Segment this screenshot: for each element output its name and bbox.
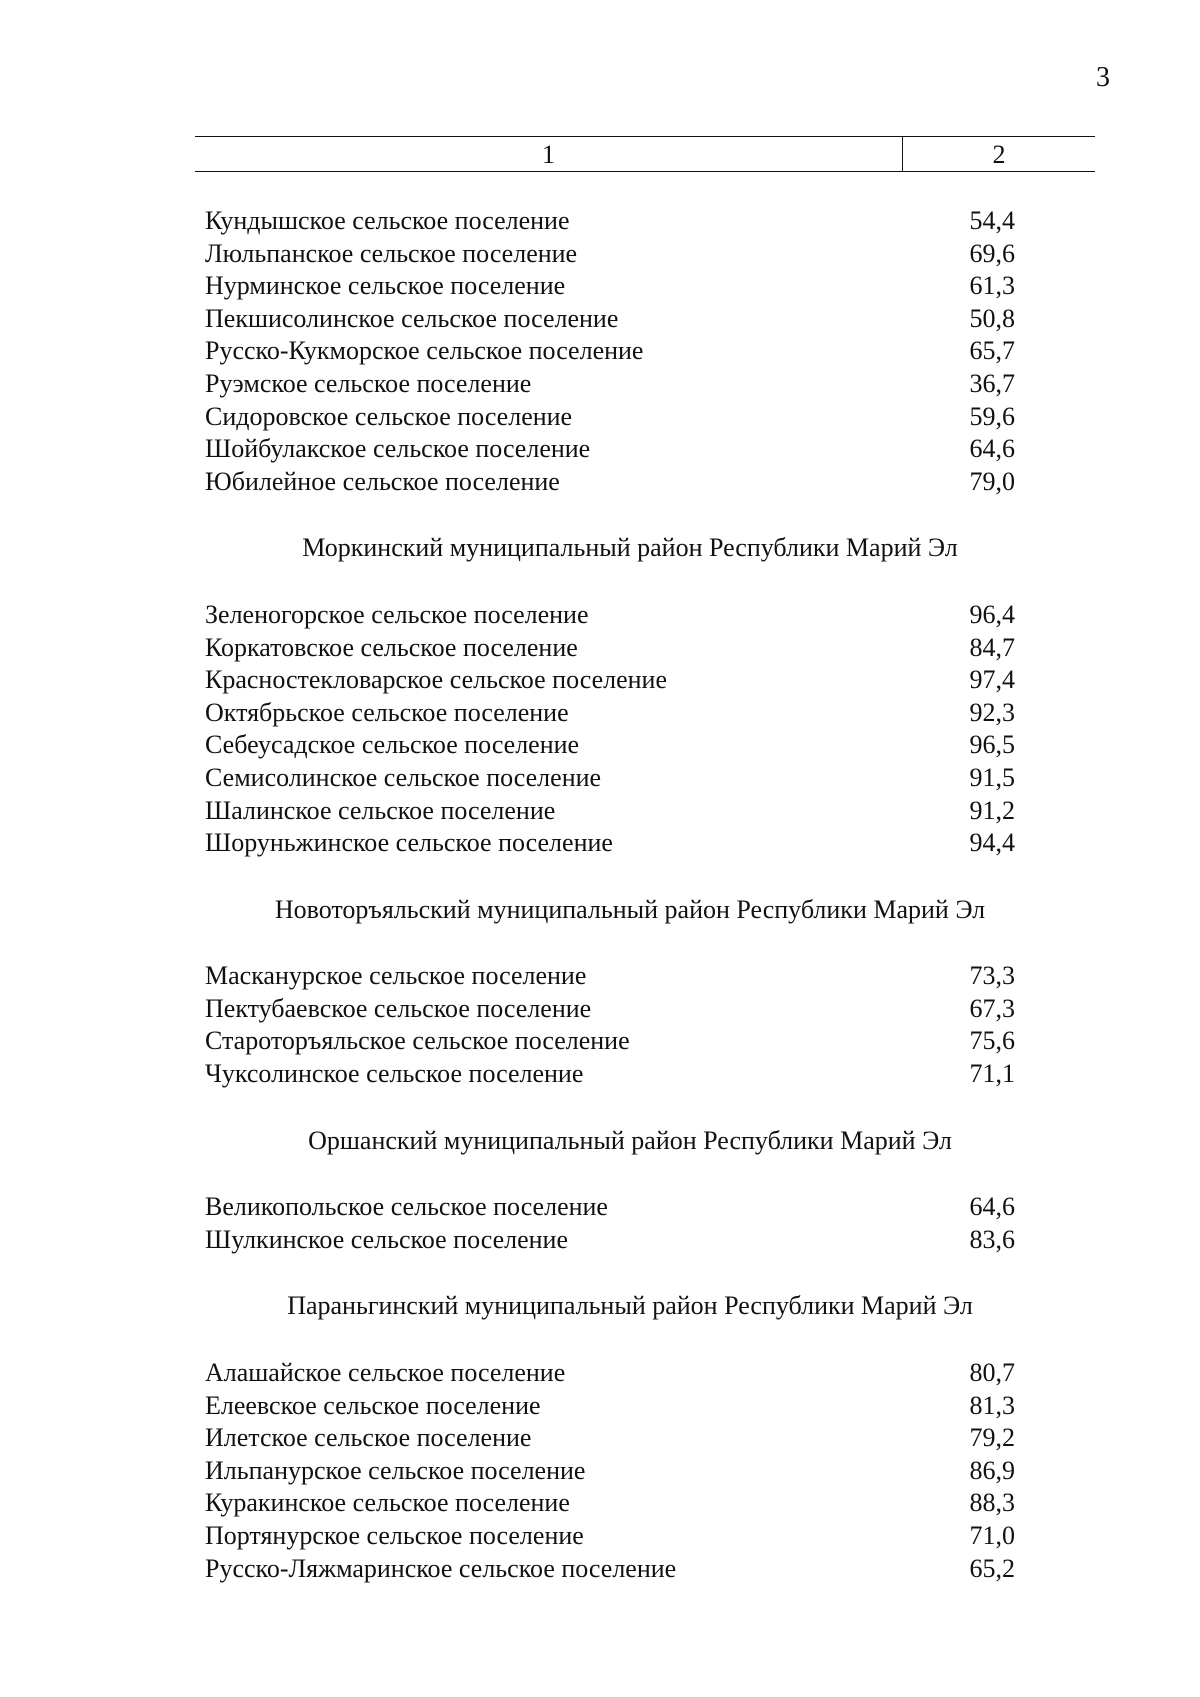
settlement-name: Русско-Ляжмаринское сельское поселение bbox=[205, 1553, 677, 1583]
settlement-name: Октябрьское сельское поселение bbox=[205, 697, 569, 727]
settlement-value: 86,9 bbox=[969, 1455, 1015, 1485]
settlement-row bbox=[205, 1553, 1015, 1586]
settlement-value: 67,3 bbox=[969, 993, 1015, 1023]
settlement-row bbox=[205, 599, 1015, 632]
settlement-name: Елеевское сельское поселение bbox=[205, 1390, 541, 1420]
settlement-value: 96,4 bbox=[969, 599, 1015, 629]
settlement-name: Староторъяльское сельское поселение bbox=[205, 1026, 630, 1056]
settlement-value: 94,4 bbox=[969, 828, 1015, 858]
settlement-row bbox=[205, 1520, 1015, 1553]
settlement-list bbox=[205, 205, 1015, 1585]
district-heading: Новоторъяльский муниципальный район Республики Марий Эл bbox=[274, 894, 986, 924]
settlement-row bbox=[205, 762, 1015, 795]
settlement-value: 83,6 bbox=[969, 1224, 1015, 1254]
settlement-value: 88,3 bbox=[969, 1488, 1015, 1518]
settlement-row bbox=[205, 433, 1015, 466]
settlement-value: 97,4 bbox=[969, 665, 1015, 695]
settlement-value: 79,0 bbox=[969, 466, 1015, 496]
settlement-name: Зеленогорское сельское поселение bbox=[205, 599, 589, 629]
settlement-value: 91,5 bbox=[969, 762, 1015, 792]
settlement-name: Шулкинское сельское поселение bbox=[205, 1224, 569, 1254]
settlement-value: 64,6 bbox=[969, 1192, 1015, 1222]
settlement-name: Юбилейное сельское поселение bbox=[205, 466, 560, 496]
settlement-name: Куракинское сельское поселение bbox=[205, 1488, 570, 1518]
settlement-value: 75,6 bbox=[969, 1026, 1015, 1056]
settlement-name: Красностекловарское сельское поселение bbox=[205, 665, 667, 695]
settlement-row bbox=[205, 632, 1015, 665]
settlement-name: Шоруньжинское сельское поселение bbox=[205, 828, 613, 858]
settlement-name: Пекшисолинское сельское поселение bbox=[205, 303, 619, 333]
settlement-value: 81,3 bbox=[969, 1390, 1015, 1420]
settlement-row bbox=[205, 1191, 1015, 1224]
settlement-row bbox=[205, 238, 1015, 271]
settlement-name: Масканурское сельское поселение bbox=[205, 961, 587, 991]
settlement-row bbox=[205, 664, 1015, 697]
settlement-name: Себеусадское сельское поселение bbox=[205, 730, 580, 760]
table-header-col-1: 1 bbox=[195, 137, 903, 171]
settlement-row bbox=[205, 335, 1015, 368]
settlement-value: 65,2 bbox=[969, 1553, 1015, 1583]
settlement-row bbox=[205, 1058, 1015, 1091]
settlement-row bbox=[205, 729, 1015, 762]
settlement-name: Пектубаевское сельское поселение bbox=[205, 993, 592, 1023]
settlement-row bbox=[205, 1357, 1015, 1390]
settlement-row bbox=[205, 368, 1015, 401]
settlement-row bbox=[205, 401, 1015, 434]
settlement-row bbox=[205, 1025, 1015, 1058]
table-header bbox=[195, 136, 1095, 172]
settlement-row bbox=[205, 270, 1015, 303]
settlement-row bbox=[205, 1455, 1015, 1488]
settlement-row bbox=[205, 466, 1015, 499]
settlement-value: 84,7 bbox=[969, 632, 1015, 662]
settlement-value: 91,2 bbox=[969, 795, 1015, 825]
settlement-value: 73,3 bbox=[969, 961, 1015, 991]
settlement-name: Илетское сельское поселение bbox=[205, 1423, 532, 1453]
settlement-row bbox=[205, 960, 1015, 993]
settlement-value: 92,3 bbox=[969, 697, 1015, 727]
settlement-name: Великопольское сельское поселение bbox=[205, 1192, 608, 1222]
settlement-name: Коркатовское сельское поселение bbox=[205, 632, 578, 662]
settlement-value: 64,6 bbox=[969, 434, 1015, 464]
settlement-name: Чуксолинское сельское поселение bbox=[205, 1059, 584, 1089]
settlement-name: Алашайское сельское поселение bbox=[205, 1358, 566, 1388]
settlement-name: Руэмское сельское поселение bbox=[205, 368, 532, 398]
settlement-name: Сидоровское сельское поселение bbox=[205, 401, 573, 431]
settlement-row bbox=[205, 795, 1015, 828]
settlement-value: 96,5 bbox=[969, 730, 1015, 760]
settlement-value: 80,7 bbox=[969, 1358, 1015, 1388]
settlement-value: 54,4 bbox=[969, 206, 1015, 235]
settlement-row bbox=[205, 993, 1015, 1026]
district-heading: Параньгинский муниципальный район Республики Марий Эл bbox=[287, 1291, 973, 1321]
settlement-row bbox=[205, 1422, 1015, 1455]
settlement-value: 71,1 bbox=[969, 1059, 1015, 1089]
settlement-name: Портянурское сельское поселение bbox=[205, 1521, 584, 1550]
settlement-name: Нурминское сельское поселение bbox=[205, 271, 566, 301]
settlement-value: 71,0 bbox=[969, 1521, 1015, 1550]
settlement-row bbox=[205, 1487, 1015, 1520]
settlement-row bbox=[205, 1390, 1015, 1423]
district-heading: Моркинский муниципальный район Республики Марий Эл bbox=[302, 533, 958, 563]
settlement-row bbox=[205, 1224, 1015, 1257]
settlement-name: Русско-Кукморское сельское поселение bbox=[205, 336, 644, 366]
table-header-col-2: 2 bbox=[992, 140, 1006, 169]
settlement-name: Шалинское сельское поселение bbox=[205, 795, 556, 825]
settlement-name: Люльпанское сельское поселение bbox=[205, 238, 578, 268]
settlement-name: Семисолинское сельское поселение bbox=[205, 762, 602, 792]
settlement-row bbox=[205, 697, 1015, 730]
page-number: 3 bbox=[1096, 62, 1110, 93]
settlement-value: 59,6 bbox=[969, 401, 1015, 431]
settlement-row bbox=[205, 827, 1015, 860]
district-heading: Оршанский муниципальный район Республики Марий Эл bbox=[308, 1125, 952, 1155]
settlement-value: 79,2 bbox=[969, 1423, 1015, 1453]
settlement-name: Кундышское сельское поселение bbox=[205, 206, 570, 235]
settlement-value: 50,8 bbox=[969, 303, 1015, 333]
settlement-name: Шойбулакское сельское поселение bbox=[205, 434, 591, 464]
settlement-row bbox=[205, 205, 1015, 238]
settlement-row bbox=[205, 303, 1015, 336]
settlement-name: Ильпанурское сельское поселение bbox=[205, 1455, 586, 1485]
settlement-value: 36,7 bbox=[969, 368, 1015, 398]
settlement-value: 69,6 bbox=[969, 238, 1015, 268]
settlement-value: 65,7 bbox=[969, 336, 1015, 366]
settlement-value: 61,3 bbox=[969, 271, 1015, 301]
